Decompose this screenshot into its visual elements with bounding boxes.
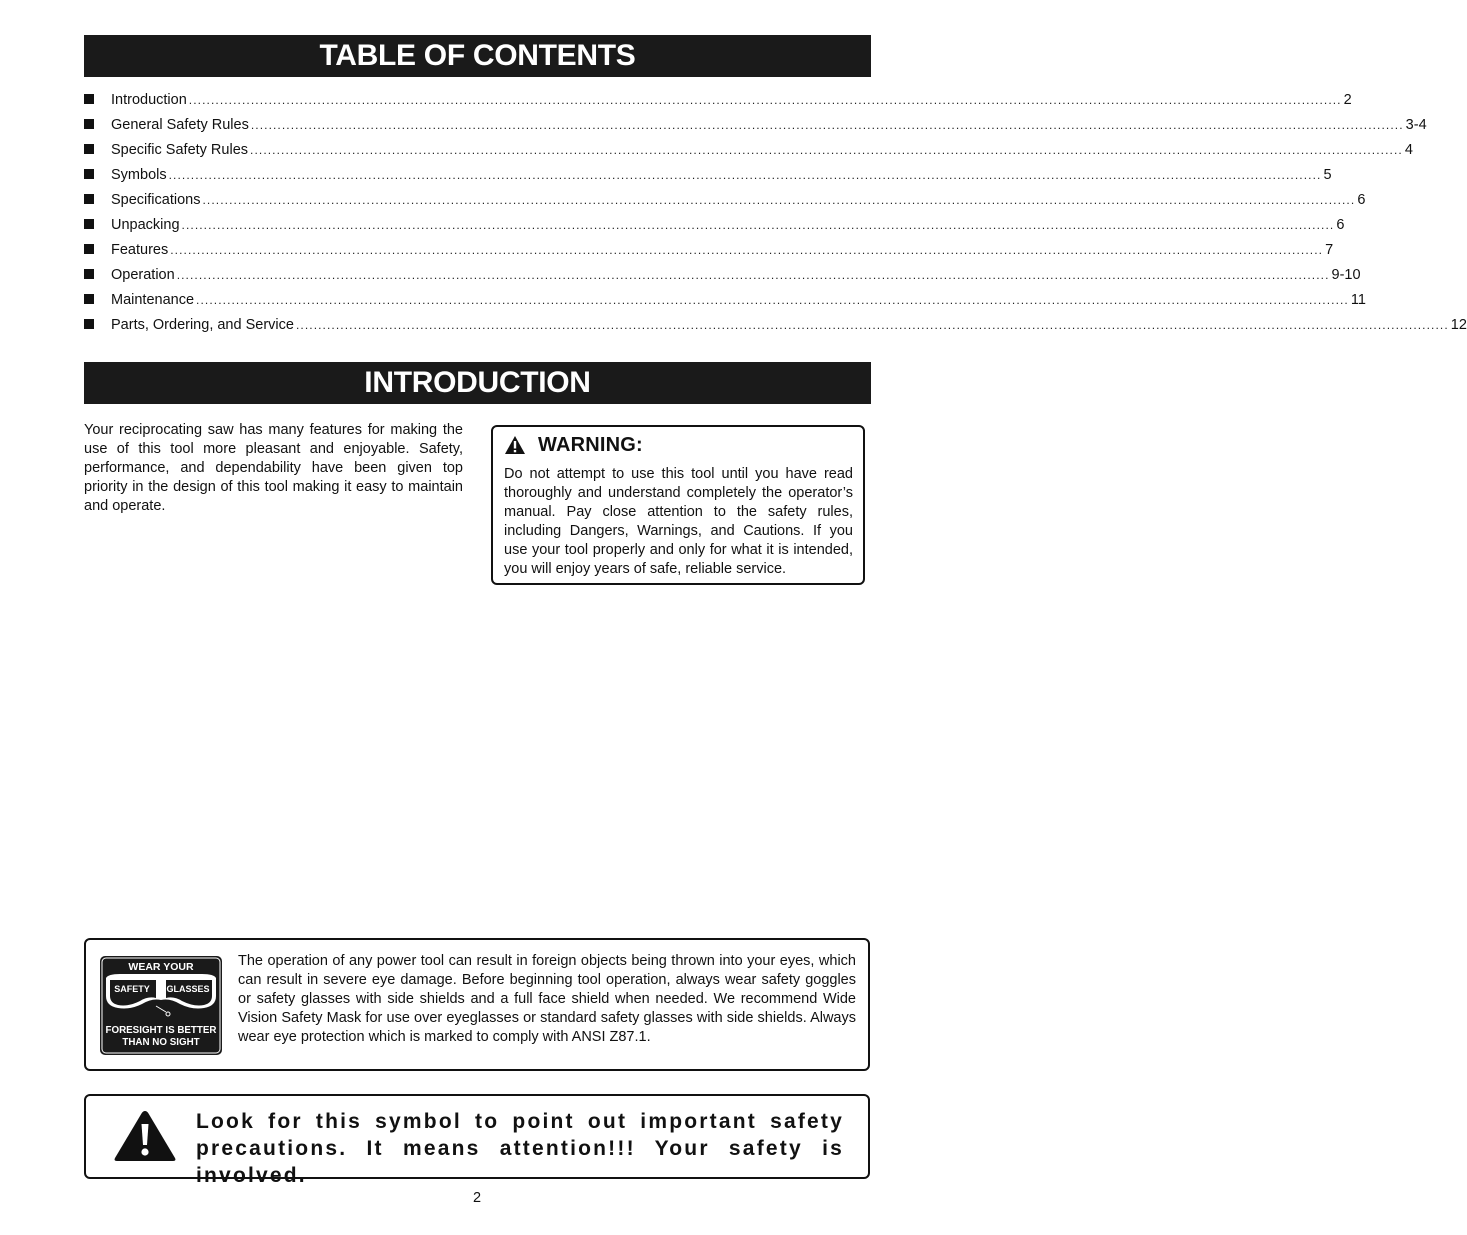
toc-entry (84, 92, 1352, 117)
icon-top-text: WEAR YOUR (128, 961, 194, 973)
toc-entry-page: 5 (1323, 167, 1332, 183)
dot-leader: .................................................................................................................................................................................................................................................................... (196, 293, 1349, 307)
toc-banner (84, 35, 871, 77)
toc-entry-label: General Safety Rules (111, 117, 249, 133)
toc-entry (84, 142, 1413, 167)
toc-entry-label: Features (111, 242, 169, 258)
toc-entry-page: 12 (1450, 317, 1467, 333)
dot-leader: .................................................................................................................................................................................................................................................................... (202, 193, 1356, 207)
introduction-title: INTRODUCTION (364, 366, 591, 399)
icon-bottom-text-2: THAN NO SIGHT (122, 1037, 200, 1048)
introduction-banner (84, 362, 871, 404)
warning-title: WARNING: (538, 433, 643, 456)
toc-entry-label: Symbols (111, 167, 167, 183)
toc-entry-label: Introduction (111, 92, 187, 108)
introduction-body: Your reciprocating saw has many features for making the use of this tool more pleasant and enjoyable. Safety, performance, and dependability have been given top priority in the design of this tool making it easy to maintain and operate. (84, 422, 463, 514)
safety-glasses-graphic (100, 956, 222, 1055)
square-bullet-icon (84, 144, 94, 154)
dot-leader: .................................................................................................................................................................................................................................................................... (168, 168, 1322, 182)
icon-left-text: SAFETY (114, 984, 150, 994)
toc-entry-label: Specifications (111, 192, 201, 208)
square-bullet-icon (84, 194, 94, 204)
toc-entry (84, 192, 1366, 217)
warning-header (504, 433, 853, 457)
toc-entry (84, 317, 1467, 342)
toc-entry-page: 3-4 (1405, 117, 1427, 133)
square-bullet-icon (84, 94, 94, 104)
safety-alert-triangle-icon (112, 1108, 178, 1164)
square-bullet-icon (84, 294, 94, 304)
dot-leader: .................................................................................................................................................................................................................................................................... (250, 143, 1403, 157)
safety-alert-text: Look for this symbol to point out important safety precautions. It means attention!!! Your safety is involved. (196, 1110, 844, 1187)
toc-entry-page: 7 (1325, 242, 1334, 258)
toc-entry-label: Maintenance (111, 292, 195, 308)
square-bullet-icon (84, 269, 94, 279)
dot-leader: .................................................................................................................................................................................................................................................................... (176, 268, 1330, 282)
page-number: 2 (472, 1190, 482, 1206)
toc-entry (84, 217, 1345, 242)
toc-list (84, 92, 1467, 342)
icon-bottom-text-1: FORESIGHT IS BETTER (105, 1025, 217, 1036)
toc-entry-label: Unpacking (111, 217, 180, 233)
toc-entry-page: 6 (1357, 192, 1366, 208)
toc-title: TABLE OF CONTENTS (319, 39, 636, 72)
toc-entry-page: 2 (1343, 92, 1352, 108)
safety-alert-box (84, 1094, 870, 1187)
warning-triangle-icon (504, 435, 526, 455)
toc-entry-page: 11 (1350, 292, 1366, 308)
icon-right-text: GLASSES (166, 984, 210, 994)
square-bullet-icon (84, 319, 94, 329)
square-bullet-icon (84, 119, 94, 129)
toc-entry (84, 167, 1332, 192)
dot-leader: .................................................................................................................................................................................................................................................................... (250, 118, 1404, 132)
toc-entry-page: 6 (1336, 217, 1345, 233)
safety-glasses-box (84, 938, 870, 1071)
dot-leader: .................................................................................................................................................................................................................................................................... (170, 243, 1324, 257)
warning-box (491, 425, 865, 585)
toc-entry (84, 117, 1427, 142)
toc-entry-page: 9-10 (1331, 267, 1361, 283)
warning-body: Do not attempt to use this tool until you have read thoroughly and understand completely the operator’s manual. Pay close attention to the safety rules, including Dangers, Warnings, and Cautions. If you use your tool properly and only for what it is intended, you will enjoy years of safe, reliable service. (504, 466, 853, 577)
dot-leader: .................................................................................................................................................................................................................................................................... (188, 93, 1342, 107)
toc-entry-label: Parts, Ordering, and Service (111, 317, 294, 333)
square-bullet-icon (84, 169, 94, 179)
toc-entry-page: 4 (1404, 142, 1413, 158)
toc-entry (84, 292, 1366, 317)
dot-leader: .................................................................................................................................................................................................................................................................... (181, 218, 1335, 232)
safety-glasses-icon (100, 956, 222, 1055)
dot-leader: .................................................................................................................................................................................................................................................................... (295, 318, 1449, 332)
toc-entry (84, 242, 1334, 267)
square-bullet-icon (84, 219, 94, 229)
toc-entry-label: Specific Safety Rules (111, 142, 249, 158)
safety-glasses-body: The operation of any power tool can result in foreign objects being thrown into your eyes, which can result in severe eye damage. Before beginning tool operation, always wear safety goggles or safety glasses with side shields and a full face shield when needed. We recommend Wide Vision Safety Mask for use over eyeglasses or standard safety glasses with side shields. Always wear eye protection which is marked to comply with ANSI Z87.1. (238, 953, 856, 1045)
toc-entry-label: Operation (111, 267, 175, 283)
toc-entry (84, 267, 1361, 292)
square-bullet-icon (84, 244, 94, 254)
